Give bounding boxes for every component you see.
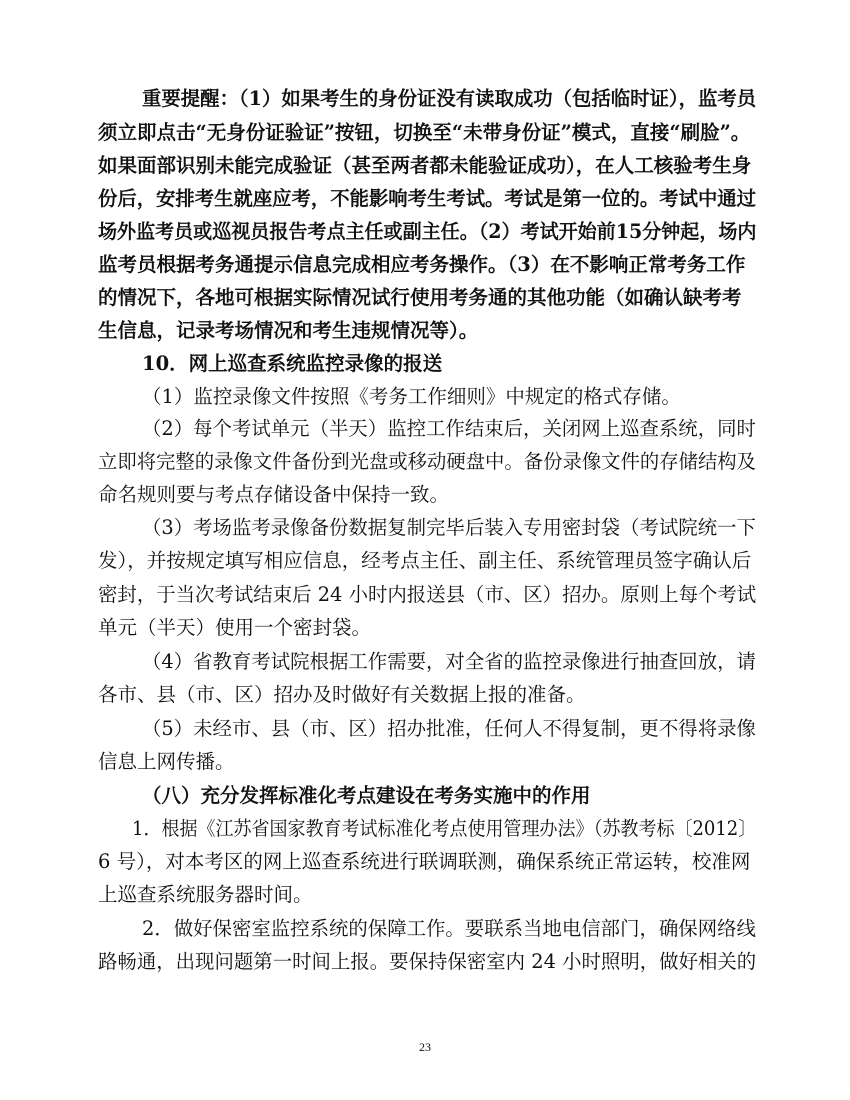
paragraph-line: 份后，安排考生就座应考，不能影响考生考试。考试是第一位的。考试中通过: [98, 187, 757, 210]
paragraph-line: 命名规则要与考点存储设备中保持一致。: [98, 483, 450, 506]
paragraph-line: （5）未经市、县（市、区）招办批准，任何人不得复制，更不得将录像: [142, 717, 756, 740]
paragraph-line: 立即将完整的录像文件备份到光盘或移动硬盘中。备份录像文件的存储结构及: [98, 450, 757, 473]
paragraph-line: （1）监控录像文件按照《考务工作细则》中规定的格式存储。: [142, 385, 681, 408]
paragraph-line: 单元（半天）使用一个密封袋。: [98, 616, 372, 639]
paragraph-line: 6 号），对本考区的网上巡查系统进行联调联测，确保系统正常运转，校准网: [98, 850, 751, 873]
paragraph-line: 1．根据《江苏省国家教育考试标准化考点使用管理办法》（苏教考标〔2012〕: [132, 817, 757, 840]
paragraph-line: 场外监考员或巡视员报告考点主任或副主任。（2）考试开始前15分钟起，场内: [98, 220, 757, 243]
page-number: 23: [419, 1040, 431, 1054]
paragraph-line: 如果面部识别未能完成验证（甚至两者都未能验证成功），在人工核验考生身: [98, 154, 752, 177]
paragraph-line: 发），并按规定填写相应信息，经考点主任、副主任、系统管理员签字确认后: [98, 549, 752, 572]
paragraph-line: （2）每个考试单元（半天）监控工作结束后，关闭网上巡查系统，同时: [142, 417, 756, 440]
paragraph-line: （4）省教育考试院根据工作需要，对全省的监控录像进行抽查回放，请: [142, 650, 756, 673]
paragraph-line: 2．做好保密室监控系统的保障工作。要联系当地电信部门，确保网络线: [142, 917, 756, 940]
paragraph-line: （3）考场监考录像备份数据复制完毕后装入专用密封袋（考试院统一下: [142, 516, 756, 539]
paragraph-line: 上巡查系统服务器时间。: [98, 883, 313, 906]
paragraph-line: 生信息，记录考场情况和考生违规情况等）。: [98, 319, 479, 342]
paragraph-line: 的情况下，各地可根据实际情况试行使用考务通的其他功能（如确认缺考考: [98, 286, 742, 309]
section-heading: 10．网上巡查系统监控录像的报送: [142, 352, 443, 375]
paragraph-line: 须立即点击“无身份证验证”按钮，切换至“未带身份证”模式，直接“刷脸”。: [98, 121, 751, 144]
paragraph-line: 密封，于当次考试结束后 24 小时内报送县（市、区）招办。原则上每个考试: [98, 583, 757, 606]
section-heading: （八）充分发挥标准化考点建设在考务实施中的作用: [142, 784, 591, 807]
paragraph-line: 监考员根据考务通提示信息完成相应考务操作。（3）在不影响正常考务工作: [98, 253, 746, 276]
paragraph-line: 信息上网传播。: [98, 750, 235, 773]
paragraph-line: 路畅通，出现问题第一时间上报。要保持保密室内 24 小时照明，做好相关的: [98, 950, 757, 973]
paragraph-line: 重要提醒：（1）如果考生的身份证没有读取成功（包括临时证），监考员: [142, 87, 757, 110]
paragraph-line: 各市、县（市、区）招办及时做好有关数据上报的准备。: [98, 683, 586, 706]
